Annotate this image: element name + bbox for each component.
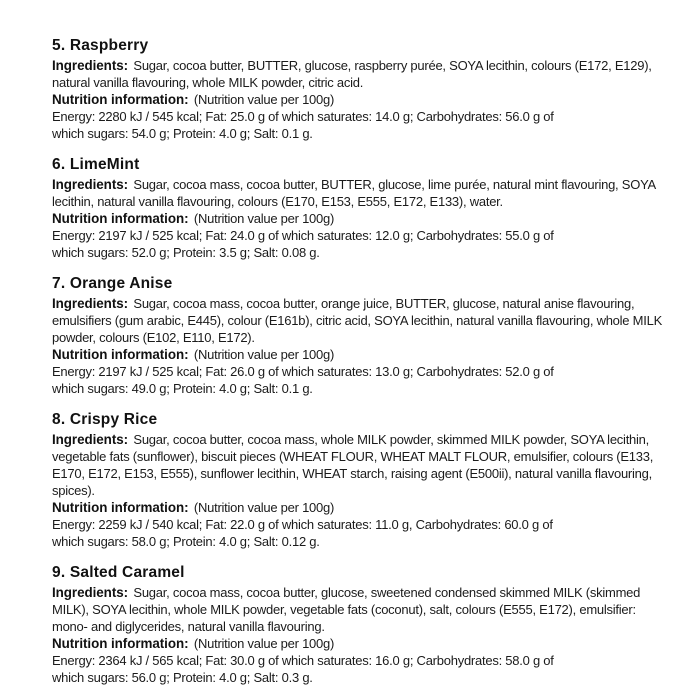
- product-heading: 8. Crispy Rice: [52, 411, 158, 428]
- nutrition-heading-paragraph: [52, 91, 662, 108]
- nutrition-heading-paragraph: [52, 499, 662, 516]
- ingredients-text: Sugar, cocoa mass, cocoa butter, BUTTER, glucose, lime purée, natural mint flavouring, SOYA lecithin, natural vanilla flavouring, colours (E170, E153, E555, E172, E133), water.: [52, 177, 656, 209]
- product-section-salted-caramel: [52, 563, 662, 686]
- ingredients-text: Sugar, cocoa mass, cocoa butter, orange juice, BUTTER, glucose, natural anise flavouring, emulsifiers (gum arabic, E445), colour (E161b), citric acid, SOYA lecithin, natural vanilla flavouring, whole MILK powder, colours (E102, E110, E172).: [52, 296, 662, 345]
- nutrition-values-line1: Energy: 2364 kJ / 565 kcal; Fat: 30.0 g of which saturates: 16.0 g; Carbohydrates: 58.0 g of: [52, 653, 554, 668]
- ingredients-text: Sugar, cocoa mass, cocoa butter, glucose, sweetened condensed skimmed MILK (skimmed MILK), SOYA lecithin, whole MILK powder, vegetable fats (coconut), salt, colours (E555, E172), emulsifier: mono- and diglycerides, natural vanilla flavouring.: [52, 585, 641, 634]
- ingredients-paragraph: [52, 176, 662, 210]
- nutrition-heading-paragraph: [52, 635, 662, 652]
- product-heading: 5. Raspberry: [52, 37, 149, 54]
- ingredients-paragraph: [52, 295, 662, 346]
- product-section-raspberry: [52, 36, 662, 142]
- nutrition-values-line1: Energy: 2259 kJ / 540 kcal; Fat: 22.0 g of which saturates: 11.0 g, Carbohydrates: 60.0 g of: [52, 517, 553, 532]
- ingredients-text: Sugar, cocoa butter, cocoa mass, whole MILK powder, skimmed MILK powder, SOYA lecithin, vegetable fats (sunflower), biscuit pieces (WHEAT FLOUR, WHEAT MALT FLOUR, emulsifier, colours (E133, E170, E172, E153, E555), sunflower lecithin, WHEAT starch, raising agent (E500ii), natural vanilla flavouring, spices).: [52, 432, 654, 498]
- nutrition-note: (Nutrition value per 100g): [193, 347, 335, 362]
- nutrition-heading-paragraph: [52, 346, 662, 363]
- product-section-crispy-rice: [52, 410, 662, 550]
- nutrition-values-line2: which sugars: 58.0 g; Protein: 4.0 g; Salt: 0.12 g.: [52, 534, 320, 549]
- nutrition-values-line2: which sugars: 52.0 g; Protein: 3.5 g; Salt: 0.08 g.: [52, 245, 320, 260]
- nutrition-values-line2: which sugars: 49.0 g; Protein: 4.0 g; Salt: 0.1 g.: [52, 381, 313, 396]
- nutrition-note: (Nutrition value per 100g): [193, 211, 335, 226]
- nutrition-values-line2: which sugars: 54.0 g; Protein: 4.0 g; Salt: 0.1 g.: [52, 126, 313, 141]
- ingredients-paragraph: [52, 584, 662, 635]
- nutrition-values-line1: Energy: 2280 kJ / 545 kcal; Fat: 25.0 g of which saturates: 14.0 g; Carbohydrates: 56.0 g of: [52, 109, 554, 124]
- ingredients-label: Ingredients:: [52, 296, 129, 311]
- product-section-limemint: [52, 155, 662, 261]
- nutrition-note: (Nutrition value per 100g): [193, 92, 335, 107]
- nutrition-values-line2: which sugars: 56.0 g; Protein: 4.0 g; Salt: 0.3 g.: [52, 670, 313, 685]
- ingredients-paragraph: [52, 57, 662, 91]
- nutrition-label: Nutrition information:: [52, 92, 189, 107]
- ingredients-label: Ingredients:: [52, 177, 129, 192]
- ingredients-paragraph: [52, 431, 662, 499]
- nutrition-values-line1: Energy: 2197 kJ / 525 kcal; Fat: 24.0 g of which saturates: 12.0 g; Carbohydrates: 55.0 g of: [52, 228, 554, 243]
- ingredients-text: Sugar, cocoa butter, BUTTER, glucose, raspberry purée, SOYA lecithin, colours (E172, E129), natural vanilla flavouring, whole MILK powder, citric acid.: [52, 58, 652, 90]
- ingredients-label: Ingredients:: [52, 58, 129, 73]
- nutrition-note: (Nutrition value per 100g): [193, 636, 335, 651]
- product-heading: 9. Salted Caramel: [52, 564, 185, 581]
- nutrition-label: Nutrition information:: [52, 347, 189, 362]
- nutrition-values-line1: Energy: 2197 kJ / 525 kcal; Fat: 26.0 g of which saturates: 13.0 g; Carbohydrates: 52.0 g of: [52, 364, 554, 379]
- product-heading: 7. Orange Anise: [52, 275, 173, 292]
- ingredients-label: Ingredients:: [52, 432, 129, 447]
- ingredients-label: Ingredients:: [52, 585, 129, 600]
- nutrition-label: Nutrition information:: [52, 500, 189, 515]
- nutrition-label: Nutrition information:: [52, 211, 189, 226]
- nutrition-label: Nutrition information:: [52, 636, 189, 651]
- nutrition-heading-paragraph: [52, 210, 662, 227]
- nutrition-note: (Nutrition value per 100g): [193, 500, 335, 515]
- product-section-orange-anise: [52, 274, 662, 397]
- product-heading: 6. LimeMint: [52, 156, 140, 173]
